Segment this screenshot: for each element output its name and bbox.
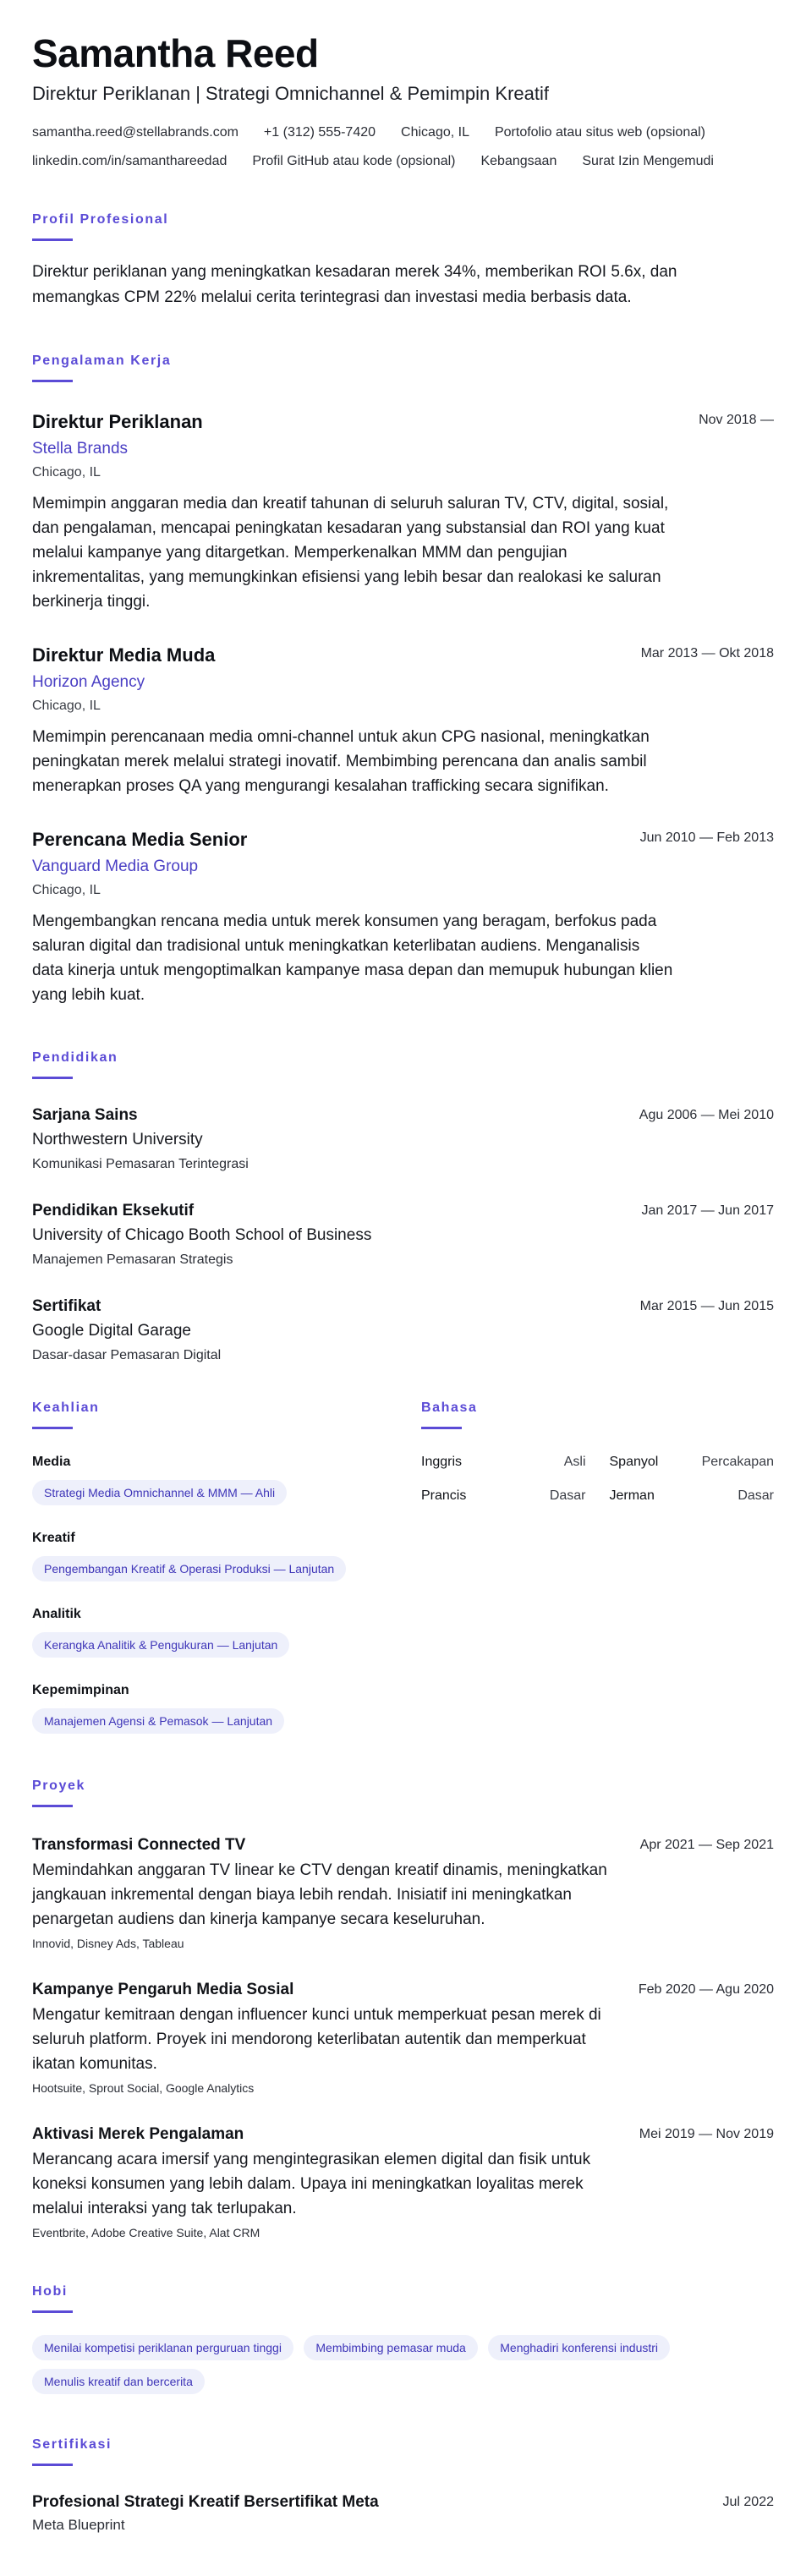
job-company: Stella Brands xyxy=(32,440,129,458)
education-school: Northwestern University xyxy=(32,1131,203,1148)
project-description: Merancang acara imersif yang mengintegrasikan elemen digital dan fisik untuk koneksi konsumen yang lebih dalam. Upaya ini meningkatkan loyalitas merek melalui interaksi yang tak terlupakan. xyxy=(32,2151,591,2217)
skill-group xyxy=(32,1681,421,1734)
skill-group xyxy=(32,1529,421,1581)
project-dates: Apr 2021 — Sep 2021 xyxy=(639,1838,774,1852)
hobby-chip: Membimbing pemasar muda xyxy=(304,2335,477,2360)
project-tools: Eventbrite, Adobe Creative Suite, Alat CRM xyxy=(32,2226,260,2239)
section-divider xyxy=(32,2310,73,2313)
project-description: Memindahkan anggaran TV linear ke CTV dengan kreatif dinamis, meningkatkan jangkauan inkremental dengan biaya lebih rendah. Inisiatif ini meningkatkan penargetan audiens dan kinerja kampanye secara keseluruhan. xyxy=(32,1861,607,1928)
hobby-chip: Menghadiri konferensi industri xyxy=(488,2335,670,2360)
education-degree: Pendidikan Eksekutif xyxy=(32,1202,195,1219)
skill-chip: Pengembangan Kreatif & Operasi Produksi — Lanjutan xyxy=(32,1556,346,1581)
job-location: Chicago, IL xyxy=(32,883,101,897)
job-entry xyxy=(32,643,774,798)
certifications-section xyxy=(32,2436,774,2535)
project-dates: Mei 2019 — Nov 2019 xyxy=(639,2127,774,2141)
contact-license: Surat Izin Mengemudi xyxy=(582,154,714,168)
section-title: Keahlian xyxy=(32,1400,100,1415)
education-dates: Mar 2015 — Jun 2015 xyxy=(639,1299,774,1313)
section-title: Bahasa xyxy=(421,1400,478,1415)
language-level: Dasar xyxy=(737,1488,774,1503)
language-name: Jerman xyxy=(609,1488,655,1503)
summary-section xyxy=(32,211,774,310)
section-title: Pendidikan xyxy=(32,1050,118,1065)
section-divider xyxy=(32,2464,73,2466)
section-divider xyxy=(421,1427,462,1429)
project-entry xyxy=(32,1979,774,2096)
project-title: Kampanye Pengaruh Media Sosial xyxy=(32,1981,294,1998)
job-entry xyxy=(32,409,774,614)
contact-list xyxy=(32,123,776,181)
language-item xyxy=(610,1487,775,1505)
certification-date: Jul 2022 xyxy=(722,2495,774,2509)
section-divider xyxy=(32,380,73,382)
project-dates: Feb 2020 — Agu 2020 xyxy=(638,1982,774,1997)
education-entry xyxy=(32,1296,774,1366)
job-description: Mengembangkan rencana media untuk merek konsumen yang beragam, berfokus pada saluran digital dan tradisional untuk meningkatkan keterlibatan audiens. Menganalisis data kinerja untuk mengoptimalkan kampanye masa depan dan memupuk hubungan klien yang lebih kuat. xyxy=(32,913,673,1004)
certification-entry xyxy=(32,2491,774,2535)
section-title: Pengalaman Kerja xyxy=(32,354,172,368)
skills-section xyxy=(32,1400,421,1734)
skill-group-name: Kepemimpinan xyxy=(32,1683,129,1697)
contact-email[interactable]: samantha.reed@stellabrands.com xyxy=(32,125,239,140)
hobby-chip: Menulis kreatif dan bercerita xyxy=(32,2369,205,2394)
section-title: Proyek xyxy=(32,1779,85,1793)
skill-group xyxy=(32,1605,421,1658)
hobby-chip: Menilai kompetisi periklanan perguruan tinggi xyxy=(32,2335,293,2360)
experience-section xyxy=(32,353,774,1007)
section-divider xyxy=(32,1427,73,1429)
hobbies-section xyxy=(32,2283,774,2394)
project-entry xyxy=(32,2124,774,2241)
language-item xyxy=(421,1487,586,1505)
language-item xyxy=(610,1453,775,1472)
skill-group-name: Analitik xyxy=(32,1607,81,1621)
language-level: Asli xyxy=(563,1455,586,1469)
education-dates: Agu 2006 — Mei 2010 xyxy=(639,1108,774,1122)
education-dates: Jan 2017 — Jun 2017 xyxy=(641,1203,774,1218)
contact-github[interactable]: Profil GitHub atau kode (opsional) xyxy=(252,154,456,168)
job-location: Chicago, IL xyxy=(32,465,101,480)
candidate-name: Samantha Reed xyxy=(32,31,319,75)
language-name: Inggris xyxy=(421,1455,463,1469)
skill-chip: Kerangka Analitik & Pengukuran — Lanjutan xyxy=(32,1632,289,1658)
section-divider xyxy=(32,1805,73,1807)
education-field: Dasar-dasar Pemasaran Digital xyxy=(32,1348,222,1362)
summary-text: Direktur periklanan yang meningkatkan kesadaran merek 34%, memberikan ROI 5.6x, dan memangkas CPM 22% melalui cerita terintegrasi dan investasi media berbasis data. xyxy=(32,263,677,306)
skill-group-name: Media xyxy=(32,1455,71,1469)
skill-group xyxy=(32,1453,421,1505)
language-level: Percakapan xyxy=(701,1455,774,1469)
section-divider xyxy=(32,238,73,241)
job-dates: Jun 2010 — Feb 2013 xyxy=(639,830,774,845)
section-divider xyxy=(32,1077,73,1079)
skill-chip: Strategi Media Omnichannel & MMM — Ahli xyxy=(32,1480,287,1505)
job-title: Direktur Media Muda xyxy=(32,644,216,666)
job-title: Perencana Media Senior xyxy=(32,829,248,850)
language-level: Dasar xyxy=(549,1488,586,1503)
language-name: Spanyol xyxy=(609,1455,659,1469)
education-entry xyxy=(32,1104,774,1175)
education-field: Manajemen Pemasaran Strategis xyxy=(32,1252,233,1267)
language-item xyxy=(421,1453,586,1472)
education-school: University of Chicago Booth School of Business xyxy=(32,1226,372,1244)
skills-languages-row xyxy=(32,1400,774,1734)
job-location: Chicago, IL xyxy=(32,699,101,713)
contact-linkedin[interactable]: linkedin.com/in/samanthareedad xyxy=(32,154,228,168)
education-entry xyxy=(32,1200,774,1270)
job-title: Direktur Periklanan xyxy=(32,411,203,432)
contact-portfolio[interactable]: Portofolio atau situs web (opsional) xyxy=(494,125,705,140)
contact-location: Chicago, IL xyxy=(401,125,469,140)
project-title: Aktivasi Merek Pengalaman xyxy=(32,2125,244,2143)
job-entry xyxy=(32,827,774,1007)
project-description: Mengatur kemitraan dengan influencer kunci untuk memperkuat pesan merek di seluruh platform. Proyek ini mendorong keterlibatan autentik dan memperkuat ikatan komunitas. xyxy=(32,2006,601,2073)
project-title: Transformasi Connected TV xyxy=(32,1836,246,1854)
job-description: Memimpin perencanaan media omni-channel untuk akun CPG nasional, meningkatkan peningkatan merek melalui strategi inovatif. Membimbing perencana dan analis sambil menerapkan proses QA yang mengurangi kesalahan trafficking secara signifikan. xyxy=(32,728,650,795)
job-dates: Nov 2018 — xyxy=(699,413,774,427)
education-degree: Sertifikat xyxy=(32,1297,101,1315)
certification-name: Profesional Strategi Kreatif Bersertifikat Meta xyxy=(32,2493,379,2511)
education-school: Google Digital Garage xyxy=(32,1322,191,1340)
job-company: Horizon Agency xyxy=(32,673,145,691)
contact-phone[interactable]: +1 (312) 555-7420 xyxy=(263,125,376,140)
skill-chip: Manajemen Agensi & Pemasok — Lanjutan xyxy=(32,1708,284,1734)
education-field: Komunikasi Pemasaran Terintegrasi xyxy=(32,1157,249,1171)
section-title: Sertifikasi xyxy=(32,2437,112,2452)
education-degree: Sarjana Sains xyxy=(32,1106,138,1124)
section-title: Hobi xyxy=(32,2284,68,2299)
language-grid xyxy=(421,1453,774,1505)
resume-header xyxy=(32,30,774,181)
section-title: Profil Profesional xyxy=(32,212,169,227)
project-tools: Innovid, Disney Ads, Tableau xyxy=(32,1937,184,1950)
contact-nationality: Kebangsaan xyxy=(480,154,557,168)
job-company: Vanguard Media Group xyxy=(32,858,199,875)
project-entry xyxy=(32,1834,774,1952)
certification-issuer: Meta Blueprint xyxy=(32,2517,125,2533)
skill-group-name: Kreatif xyxy=(32,1531,75,1545)
projects-section xyxy=(32,1778,774,2241)
languages-section xyxy=(421,1400,774,1734)
project-tools: Hootsuite, Sprout Social, Google Analytics xyxy=(32,2081,255,2095)
job-dates: Mar 2013 — Okt 2018 xyxy=(640,646,774,660)
language-name: Prancis xyxy=(421,1488,467,1503)
job-description: Memimpin anggaran media dan kreatif tahunan di seluruh saluran TV, CTV, digital, sosial, dan pengalaman, mencapai peningkatan kesadaran yang substansial dan ROI yang kuat melalui kampanye yang ditargetkan. Memperkenalkan MMM dan pengujian inkrementalitas, yang memungkinkan efisiensi yang lebih besar dan realokasi ke saluran berkinerja tinggi. xyxy=(32,495,669,611)
hobby-list xyxy=(32,2327,759,2394)
education-section xyxy=(32,1050,774,1366)
candidate-headline: Direktur Periklanan | Strategi Omnichannel & Pemimpin Kreatif xyxy=(32,83,549,104)
